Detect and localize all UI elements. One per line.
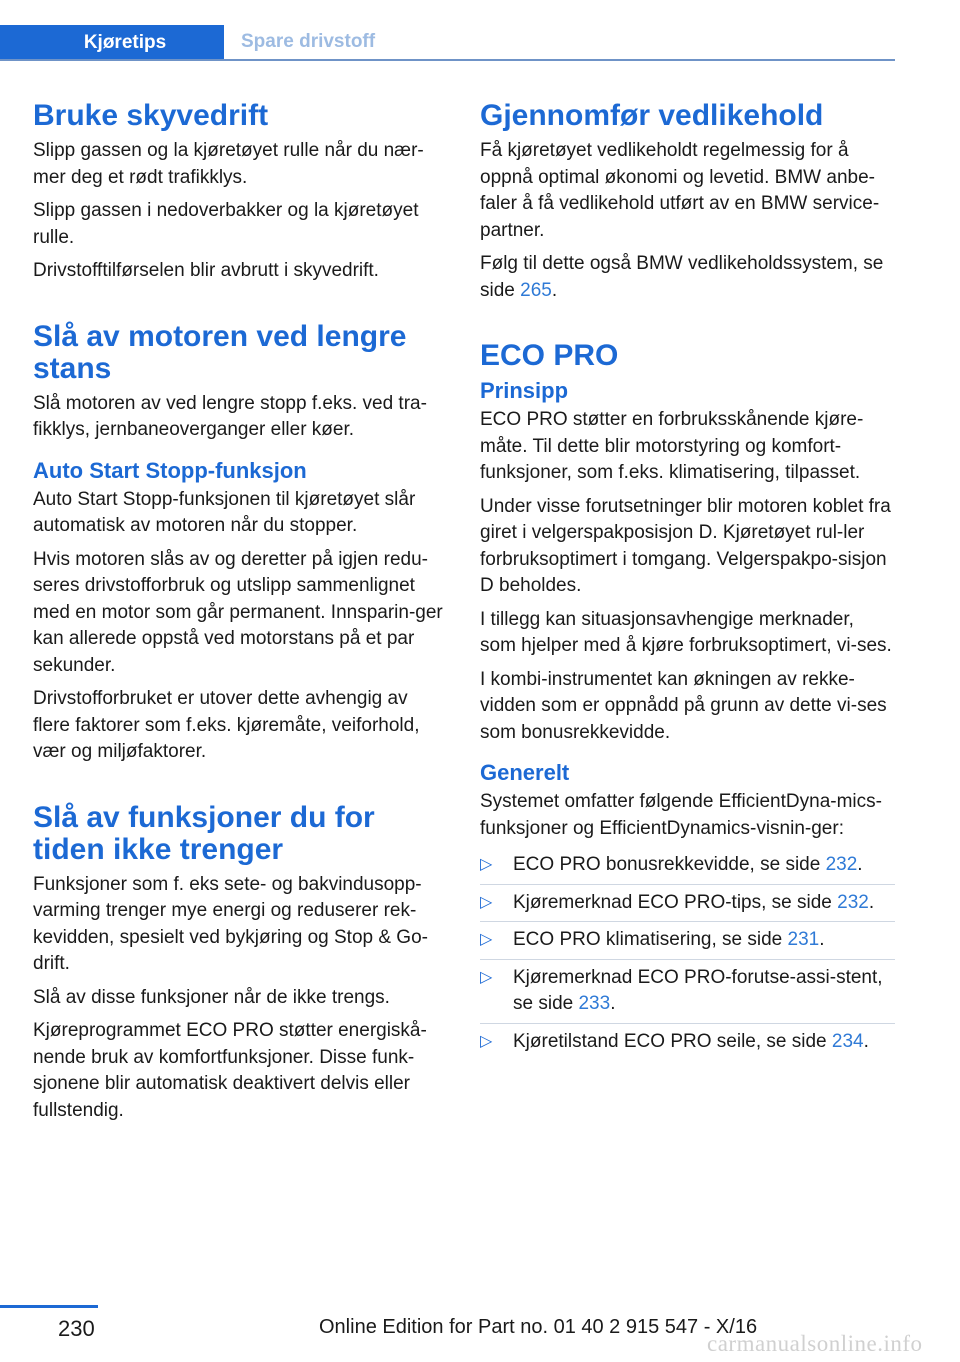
page-link[interactable]: 234 <box>831 1030 864 1052</box>
list-item-text: Kjøremerknad ECO PRO-tips, se side <box>513 891 838 913</box>
heading-skyvedrift: Bruke skyvedrift <box>33 99 269 132</box>
paragraph: Under visse forutsetninger blir motoren koblet fra giret i velgerspakposisjon D. Kjøretøyet rul‐ler forbruksoptimert i tomgang. Velgerspakpo‐sisjon D beholdes. <box>480 495 891 596</box>
paragraph-text: . <box>551 279 558 301</box>
list-item <box>480 965 895 1024</box>
list-item <box>480 1029 895 1061</box>
paragraph: Slipp gassen i nedoverbakker og la kjøretøyet rulle. <box>33 200 419 248</box>
header-rule <box>0 59 895 61</box>
chapter-tab-label: Kjøretips <box>83 32 167 53</box>
page-number-rule <box>0 1305 98 1308</box>
heading-ecopro: ECO PRO <box>480 339 619 372</box>
triangle-bullet-icon: ▷ <box>480 893 493 911</box>
heading-funksjoner: Slå av funksjoner du for tiden ikke trenger <box>33 800 375 866</box>
page-link-265[interactable]: 265 <box>520 279 552 301</box>
page-link[interactable]: 231 <box>787 929 820 950</box>
paragraph: Slipp gassen og la kjøretøyet rulle når du nær‐mer deg et rødt trafikklys. <box>33 140 424 188</box>
list-item-text: . <box>868 891 875 913</box>
paragraph: Hvis motoren slås av og deretter på igjen redu‐seres drivstofforbruk og utslipp sammenlignet med en motor som går permanent. Innsparin‐ger kan allerede oppstå ved motorstans på et par sekunder. <box>33 548 443 676</box>
heading-motor: Slå av motoren ved lengre stans <box>33 319 407 385</box>
list-item-text: . <box>863 1030 869 1052</box>
page-number: 230 <box>58 1316 95 1341</box>
paragraph: Få kjøretøyet vedlikeholdt regelmessig for å oppnå optimal økonomi og levetid. BMW anbe‐faler å få vedlikehold utført av en BMW service‐partner. <box>480 140 880 241</box>
chapter-tab[interactable] <box>0 25 224 61</box>
list-item <box>480 890 895 923</box>
subheading-autostart: Auto Start Stopp-funksjon <box>33 457 307 483</box>
paragraph <box>480 251 895 304</box>
list-item-text: Kjøremerknad ECO PRO-forutse-assi‐stent, se side <box>513 966 883 1014</box>
triangle-bullet-icon: ▷ <box>480 1032 493 1050</box>
paragraph: Drivstofforbruket er utover dette avhengig av flere faktorer som f.eks. kjøremåte, veiforhold, vær og miljøfaktorer. <box>33 688 420 762</box>
feature-list <box>480 852 895 1060</box>
list-item-text: ECO PRO bonusrekkevidde, se side <box>513 854 826 875</box>
page-link[interactable]: 233 <box>578 993 611 1014</box>
header-bar <box>0 25 895 61</box>
paragraph: I tillegg kan situasjonsavhengige merknader, som hjelper med å kjøre forbruksoptimert, vi‐ses. <box>480 608 892 656</box>
page-link[interactable]: 232 <box>837 891 869 913</box>
heading-vedlikehold: Gjennomfør vedlikehold <box>480 99 824 132</box>
list-item-text: . <box>857 854 863 875</box>
list-item-text: . <box>610 993 616 1014</box>
triangle-bullet-icon: ▷ <box>480 856 493 873</box>
paragraph: Systemet omfatter følgende EfficientDyna‐mics-funksjoner og EfficientDynamics-visnin‐ger: <box>480 791 882 839</box>
left-column <box>33 100 448 1131</box>
paragraph: Slå motoren av ved lengre stopp f.eks. ved tra‐fikklys, jernbaneoverganger eller køer. <box>33 392 427 440</box>
paragraph: ECO PRO støtter en forbruksskånende kjøre‐måte. Til dette blir motorstyring og komfort‐funksjoner, som f.eks. klimatisering, tilpasset. <box>480 409 864 483</box>
paragraph: I kombi-instrumentet kan økningen av rekke‐vidden som er oppnådd på grunn av dette vi‐ses som bonusrekkevidde. <box>480 668 887 743</box>
subheading-generelt: Generelt <box>480 760 570 785</box>
triangle-bullet-icon: ▷ <box>480 968 493 986</box>
list-item <box>480 927 895 960</box>
paragraph: Auto Start Stopp-funksjonen til kjøretøyet slår automatisk av motoren når du stopper. <box>33 488 416 536</box>
list-item-text: Kjøretilstand ECO PRO seile, se side <box>513 1030 832 1052</box>
triangle-bullet-icon: ▷ <box>480 931 493 948</box>
list-item <box>480 852 895 885</box>
list-item-text: ECO PRO klimatisering, se side <box>513 929 788 950</box>
paragraph-text: Følg til dette også BMW vedlikeholdssystem, se side <box>480 253 884 301</box>
paragraph: Slå av disse funksjoner når de ikke trengs. <box>33 986 390 1008</box>
right-column <box>480 100 895 1065</box>
page-link[interactable]: 232 <box>825 854 858 875</box>
paragraph: Funksjoner som f. eks sete- og bakvindusopp‐varming trenger mye energi og reduserer rek‐kevidden, spesielt ved bykjøring og Stop & Go-drift. <box>33 873 428 974</box>
subheading-prinsipp: Prinsipp <box>480 378 569 403</box>
list-item-text: . <box>819 929 825 950</box>
paragraph: Drivstofftilførselen blir avbrutt i skyvedrift. <box>33 260 379 281</box>
section-tab[interactable]: Spare drivstoff <box>241 31 376 52</box>
edition-footer: Online Edition for Part no. 01 40 2 915 547 - X/16 <box>319 1316 758 1338</box>
paragraph: Kjøreprogrammet ECO PRO støtter energiskå‐nende bruk av komfortfunksjoner. Disse funk‐sjonene blir automatisk deaktivert delvis eller fullstendig. <box>33 1020 427 1121</box>
watermark: carmanualsonline.info <box>707 1331 923 1356</box>
